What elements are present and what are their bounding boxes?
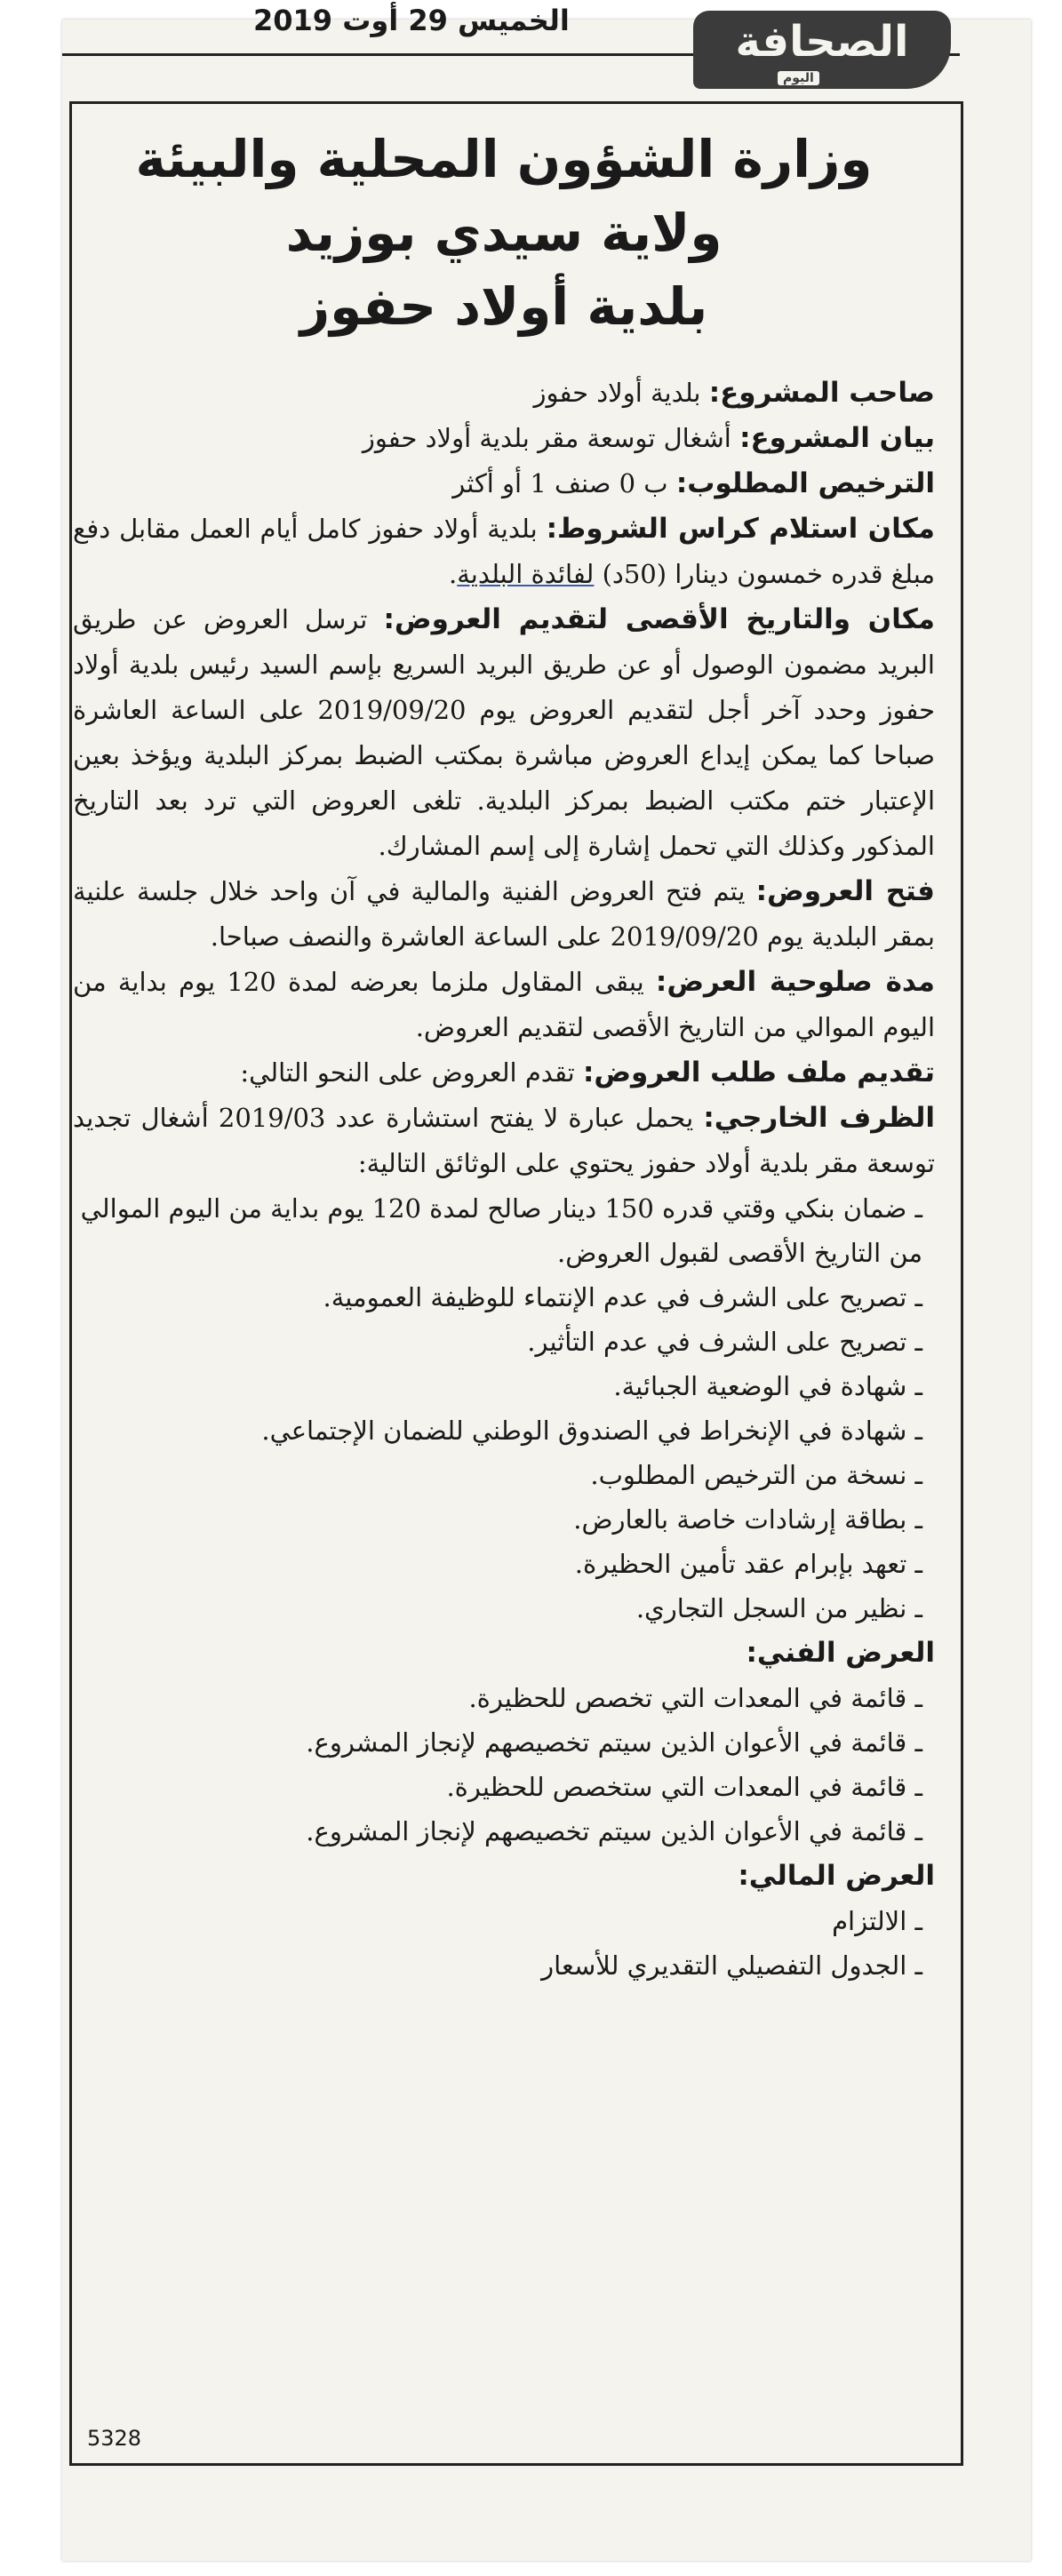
list-item: ـ بطاقة إرشادات خاصة بالعارض. [573, 1504, 922, 1535]
specs-pickup-underlined: لفائدة البلدية [457, 559, 595, 589]
offer-validity-value: يبقى المقاول ملزما بعرضه لمدة 120 يوم بداية من اليوم الموالي من التاريخ الأقصى لتقديم العروض. [73, 967, 935, 1042]
submission-deadline [73, 597, 935, 869]
offer-validity [73, 960, 935, 1050]
list-item: ـ تعهد بإبرام عقد تأمين الحظيرة. [574, 1549, 922, 1579]
project-owner-value: بلدية أولاد حفوز [533, 378, 709, 408]
title-governorate: ولاية سيدي بوزيد [285, 203, 723, 263]
project-statement-value: أشغال توسعة مقر بلدية أولاد حفوز [362, 423, 740, 453]
outer-envelope [73, 1096, 935, 1186]
list-item: ـ شهادة في الإنخراط في الصندوق الوطني للضمان الإجتماعي. [261, 1416, 922, 1446]
financial-offer-heading: العرض المالي: [738, 1860, 935, 1892]
ad-reference-number: 5328 [87, 2426, 142, 2451]
submission-deadline-label: مكان والتاريخ الأقصى لتقديم العروض: [383, 603, 935, 635]
logo-subtitle: اليوم [778, 71, 819, 85]
offers-opening [73, 869, 935, 960]
outer-envelope-value: يحمل عبارة لا يفتح استشارة عدد 2019/03 أشغال تجديد توسعة مقر بلدية أولاد حفوز يحتوي على الوثائق التالية: [73, 1103, 935, 1178]
specs-pickup-label: مكان استلام كراس الشروط: [546, 513, 935, 545]
announcement-body [73, 123, 935, 1988]
list-item: ـ قائمة في المعدات التي تخصص للحظيرة. [468, 1683, 922, 1713]
list-item: ـ نظير من السجل التجاري. [635, 1593, 922, 1623]
specs-pickup-value: بلدية أولاد حفوز كامل أيام العمل مقابل دفع مبلغ قدره خمسون دينارا (50د) [73, 514, 935, 589]
file-submission-label: تقديم ملف طلب العروض: [582, 1057, 935, 1089]
list-item: ـ الجدول التفصيلي التقديري للأسعار [541, 1950, 922, 1981]
required-license-value: ب 0 صنف 1 أو أكثر [452, 468, 676, 498]
file-submission-value: تقدم العروض على النحو التالي: [240, 1057, 583, 1088]
offers-opening-label: فتح العروض: [755, 875, 935, 907]
technical-offer-list [73, 1676, 935, 1854]
list-item: ـ قائمة في الأعوان الذين سيتم تخصيصهم لإنجاز المشروع. [306, 1727, 922, 1758]
list-item: ـ نسخة من الترخيص المطلوب. [590, 1460, 922, 1490]
offer-validity-label: مدة صلوحية العرض: [655, 966, 935, 998]
list-item: ـ الالتزام [832, 1906, 922, 1936]
newspaper-logo [693, 11, 951, 89]
logo-title: الصحافة [735, 17, 909, 67]
list-item: ـ تصريح على الشرف في عدم التأثير. [527, 1327, 922, 1357]
project-statement-label: بيان المشروع: [739, 422, 935, 454]
specs-pickup [73, 506, 935, 597]
envelope-documents-list [73, 1186, 935, 1631]
project-statement [73, 416, 935, 461]
required-license-label: الترخيص المطلوب: [675, 467, 935, 499]
financial-offer-list [73, 1899, 935, 1988]
outer-envelope-label: الظرف الخارجي: [703, 1102, 936, 1134]
submission-deadline-value: ترسل العروض عن طريق البريد مضمون الوصول أو عن طريق البريد السريع بإسم السيد رئيس بلدية أولاد حفوز وحدد آخر أجل لتقديم العروض يوم 2019/09/20 على الساعة العاشرة صباحا كما يمكن إيداع العروض مباشرة بمكتب الضبط بمركز البلدية ويؤخذ بعين الإعتبار ختم مكتب الضبط بمركز البلدية. تلغى العروض التي ترد بعد التاريخ المذكور وكذلك التي تحمل إشارة إلى إسم المشارك. [73, 604, 935, 861]
list-item: ـ تصريح على الشرف في عدم الإنتماء للوظيفة العمومية. [323, 1282, 922, 1312]
title-municipality: بلدية أولاد حفوز [299, 276, 708, 337]
list-item: ـ ضمان بنكي وقتي قدره 150 دينار صالح لمدة 120 يوم بداية من اليوم الموالي من التاريخ الأقصى لقبول العروض. [80, 1193, 922, 1268]
project-owner [73, 371, 935, 416]
publication-date: الخميس 29 أوت 2019 [253, 4, 570, 37]
technical-offer-heading: العرض الفني: [746, 1637, 935, 1669]
list-item: ـ شهادة في الوضعية الجبائية. [613, 1371, 922, 1401]
specs-pickup-end: . [449, 559, 458, 589]
file-submission [73, 1050, 935, 1096]
required-license [73, 461, 935, 506]
list-item: ـ قائمة في الأعوان الذين سيتم تخصيصهم لإنجاز المشروع. [306, 1816, 922, 1846]
list-item: ـ قائمة في المعدات التي ستخصص للحظيرة. [446, 1772, 922, 1802]
offers-opening-value: يتم فتح العروض الفنية والمالية في آن واحد خلال جلسة علنية بمقر البلدية يوم 2019/09/20 على الساعة العاشرة والنصف صباحا. [73, 876, 935, 952]
announcement-title [73, 123, 935, 344]
project-owner-label: صاحب المشروع: [708, 377, 935, 409]
title-ministry: وزارة الشؤون المحلية والبيئة [135, 129, 873, 189]
